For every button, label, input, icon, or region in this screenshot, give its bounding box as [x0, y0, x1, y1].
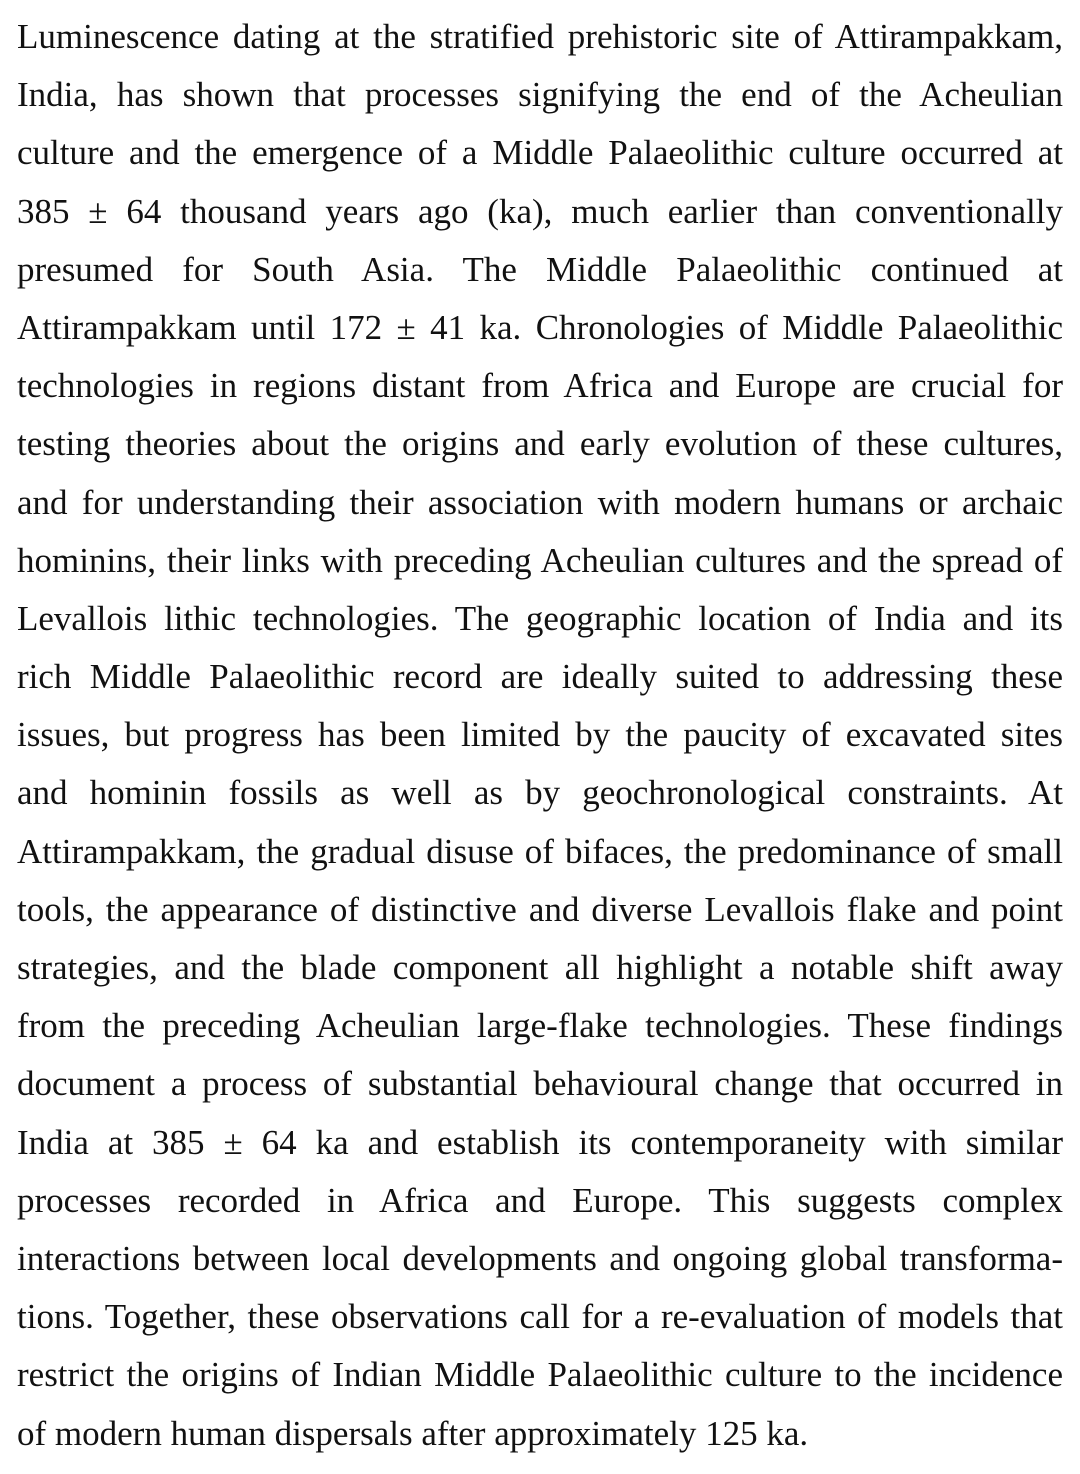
text-line: restrict the origins of Indian Middle Palaeolithic culture to the incidence [17, 1355, 1063, 1395]
text-line: issues, but progress has been limited by the paucity of excavated sites [17, 715, 1063, 755]
text-line: culture and the emergence of a Middle Palaeolithic culture occurred at [17, 133, 1063, 173]
text-line: technologies in regions distant from Africa and Europe are crucial for [17, 366, 1063, 406]
text-line: Levallois lithic technologies. The geographic location of India and its [17, 598, 1063, 638]
text-line: presumed for South Asia. The Middle Palaeolithic continued at [17, 249, 1063, 289]
abstract-paragraph [17, 8, 1063, 1463]
text-line: testing theories about the origins and early evolution of these cultures, [17, 424, 1063, 464]
text-line: interactions between local developments and ongoing global transforma- [17, 1238, 1063, 1278]
text-line: document a process of substantial behavioural change that occurred in [17, 1064, 1063, 1104]
text-line: India, has shown that processes signifying the end of the Acheulian [17, 75, 1063, 115]
text-line: strategies, and the blade component all highlight a notable shift away [17, 948, 1063, 987]
text-line-last: of modern human dispersals after approximately 125 ka. [17, 1413, 809, 1453]
text-line: Luminescence dating at the stratified prehistoric site of Attirampakkam, [17, 17, 1063, 56]
text-line: and for understanding their association with modern humans or archaic [17, 482, 1063, 522]
text-line: India at 385 ± 64 ka and establish its contemporaneity with similar [17, 1122, 1063, 1162]
text-line: and hominin fossils as well as by geochronological constraints. At [17, 773, 1063, 813]
text-line: Attirampakkam until 172 ± 41 ka. Chronologies of Middle Palaeolithic [17, 307, 1063, 347]
text-line: hominins, their links with preceding Acheulian cultures and the spread of [17, 540, 1063, 580]
text-line: tools, the appearance of distinctive and diverse Levallois flake and point [17, 889, 1063, 929]
text-line: processes recorded in Africa and Europe. This suggests complex [17, 1180, 1063, 1220]
text-line: rich Middle Palaeolithic record are ideally suited to addressing these [17, 657, 1063, 697]
text-line: 385 ± 64 thousand years ago (ka), much earlier than conventionally [17, 191, 1063, 231]
text-line: tions. Together, these observations call for a re-evaluation of models that [17, 1297, 1063, 1337]
text-line: Attirampakkam, the gradual disuse of bifaces, the predominance of small [17, 831, 1063, 871]
text-line: from the preceding Acheulian large-flake technologies. These findings [17, 1006, 1063, 1046]
